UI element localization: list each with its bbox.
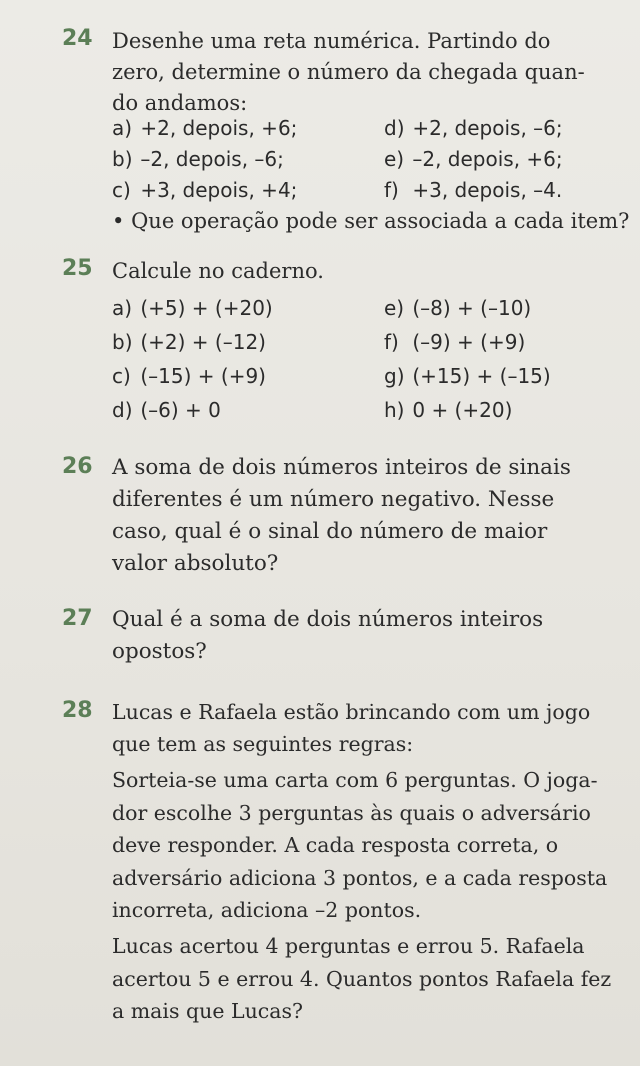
- item-d: d) (–6) + 0: [112, 398, 221, 422]
- item-f: f) +3, depois, –4.: [384, 178, 563, 202]
- bullet-question: • Que operação pode ser associada a cada item?: [112, 209, 630, 233]
- text-line: acertou 5 e errou 4. Quantos pontos Rafaela fez: [112, 966, 612, 991]
- item-f: f) (–9) + (+9): [384, 330, 526, 354]
- question-text: [112, 26, 622, 119]
- text-line: A soma de dois números inteiros de sinais: [112, 455, 571, 480]
- item-a: a) +2, depois, +6;: [112, 116, 298, 140]
- question-text: [112, 696, 622, 760]
- text-line: valor absoluto?: [112, 551, 279, 576]
- text-line: opostos?: [112, 639, 207, 664]
- question-28-prompt: [112, 930, 632, 1028]
- text-line: do andamos:: [112, 91, 248, 115]
- question-number: 25: [62, 256, 93, 281]
- question-24: [62, 26, 622, 119]
- item-c: c) +3, depois, +4;: [112, 178, 298, 202]
- item-h: h) 0 + (+20): [384, 398, 513, 422]
- bullet-icon: •: [112, 209, 125, 233]
- text-line: a mais que Lucas?: [112, 999, 303, 1023]
- text-line: adversário adiciona 3 pontos, e a cada resposta: [112, 865, 608, 890]
- text-line: Desenhe uma reta numérica. Partindo do: [112, 29, 551, 53]
- text-line: diferentes é um número negativo. Nesse: [112, 487, 555, 512]
- text-line: deve responder. A cada resposta correta, o: [112, 833, 559, 857]
- text-line: zero, determine o número da chegada quan-: [112, 60, 585, 84]
- text-line: dor escolhe 3 perguntas às quais o adversário: [112, 800, 591, 825]
- item-g: g) (+15) + (–15): [384, 364, 551, 388]
- question-number: 27: [62, 606, 93, 631]
- item-d: d) +2, depois, –6;: [384, 116, 563, 140]
- question-text: [112, 452, 622, 580]
- question-number: 24: [62, 26, 93, 51]
- item-e: e) (–8) + (–10): [384, 296, 532, 320]
- item-a: a) (+5) + (+20): [112, 296, 273, 320]
- question-28: [62, 696, 622, 760]
- question-25: [62, 256, 622, 287]
- text-line: incorreta, adiciona –2 pontos.: [112, 898, 422, 922]
- text-line: Lucas e Rafaela estão brincando com um jogo: [112, 700, 591, 724]
- text-line: Sorteia-se uma carta com 6 perguntas. O joga-: [112, 768, 598, 792]
- text-line: caso, qual é o sinal do número de maior: [112, 519, 548, 544]
- question-26: [62, 452, 622, 580]
- item-e: e) –2, depois, +6;: [384, 147, 563, 171]
- question-number: 28: [62, 698, 93, 723]
- game-rules: [112, 764, 632, 927]
- question-number: 26: [62, 454, 93, 479]
- question-text: [112, 604, 622, 668]
- text-line: que tem as seguintes regras:: [112, 732, 414, 756]
- question-27: [62, 604, 622, 668]
- question-text: Calcule no caderno.: [112, 259, 324, 283]
- item-c: c) (–15) + (+9): [112, 364, 266, 388]
- text-line: Lucas acertou 4 perguntas e errou 5. Rafaela: [112, 934, 585, 958]
- item-b: b) (+2) + (–12): [112, 330, 266, 354]
- text-line: Qual é a soma de dois números inteiros: [112, 607, 544, 632]
- item-b: b) –2, depois, –6;: [112, 147, 284, 171]
